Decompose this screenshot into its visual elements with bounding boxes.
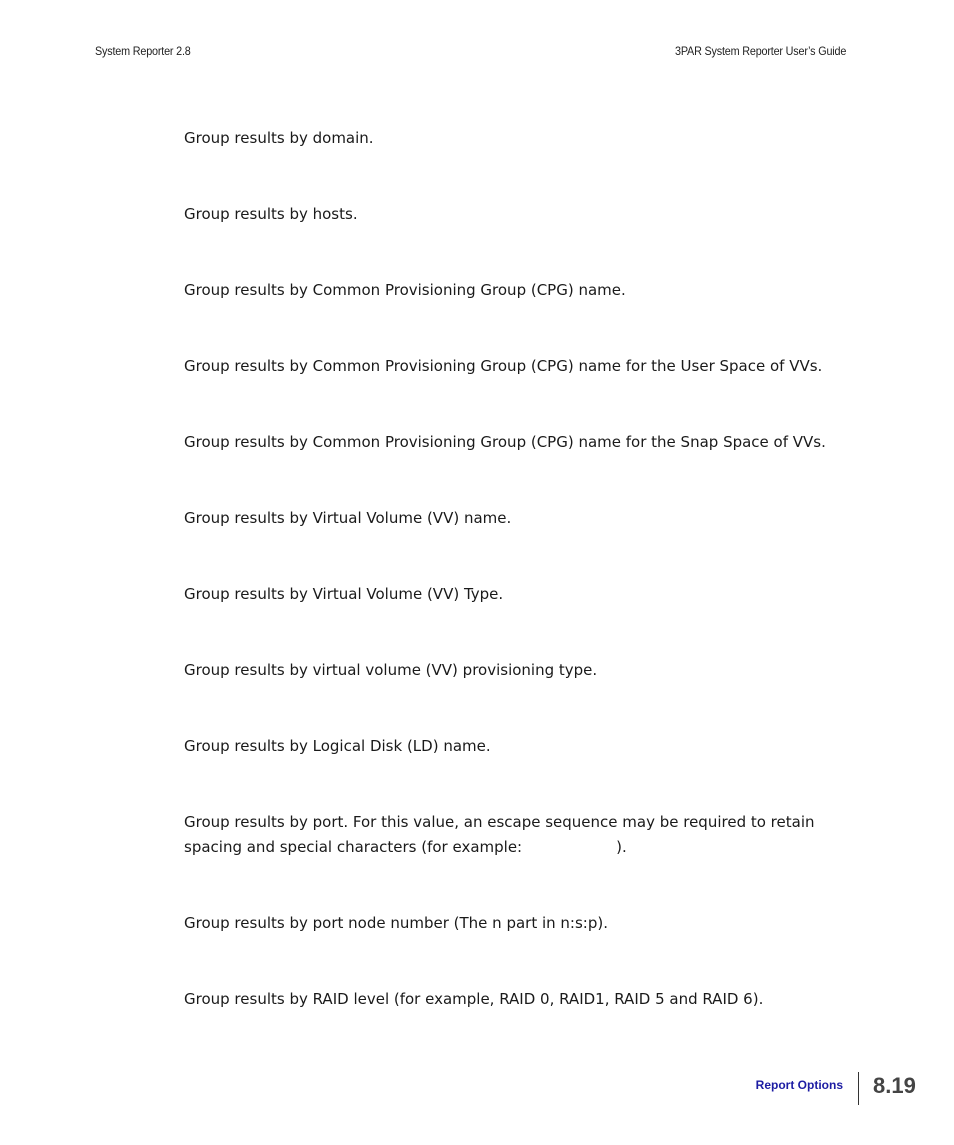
entry-ld-name: Group results by Logical Disk (LD) name. <box>184 737 491 755</box>
entry-port-node: Group results by port node number (The n part in n:s:p). <box>184 914 608 932</box>
entry-domain: Group results by domain. <box>184 129 374 147</box>
footer-divider <box>858 1072 859 1105</box>
entry-cpg-user-space: Group results by Common Provisioning Group (CPG) name for the User Space of VVs. <box>184 357 823 375</box>
entry-vv-provisioning-type: Group results by virtual volume (VV) provisioning type. <box>184 661 598 679</box>
entry-port-text: Group results by port. For this value, an escape sequence may be required to retain spacing and special characters (for example: <box>184 813 815 856</box>
entry-hosts: Group results by hosts. <box>184 205 358 223</box>
footer-section-label: Report Options <box>755 1078 843 1092</box>
entry-port <box>184 810 864 860</box>
entry-port-tail: ). <box>616 838 627 856</box>
entry-cpg: Group results by Common Provisioning Group (CPG) name. <box>184 281 626 299</box>
entry-vv-name: Group results by Virtual Volume (VV) name. <box>184 509 512 527</box>
running-header-right: 3PAR System Reporter User’s Guide <box>674 44 846 58</box>
running-header-left: System Reporter 2.8 <box>95 44 191 58</box>
page-number: 8.19 <box>873 1073 916 1098</box>
entry-raid-level: Group results by RAID level (for example, RAID 0, RAID1, RAID 5 and RAID 6). <box>184 990 764 1008</box>
entry-cpg-snap-space: Group results by Common Provisioning Group (CPG) name for the Snap Space of VVs. <box>184 433 826 451</box>
entry-vv-type: Group results by Virtual Volume (VV) Type. <box>184 585 504 603</box>
